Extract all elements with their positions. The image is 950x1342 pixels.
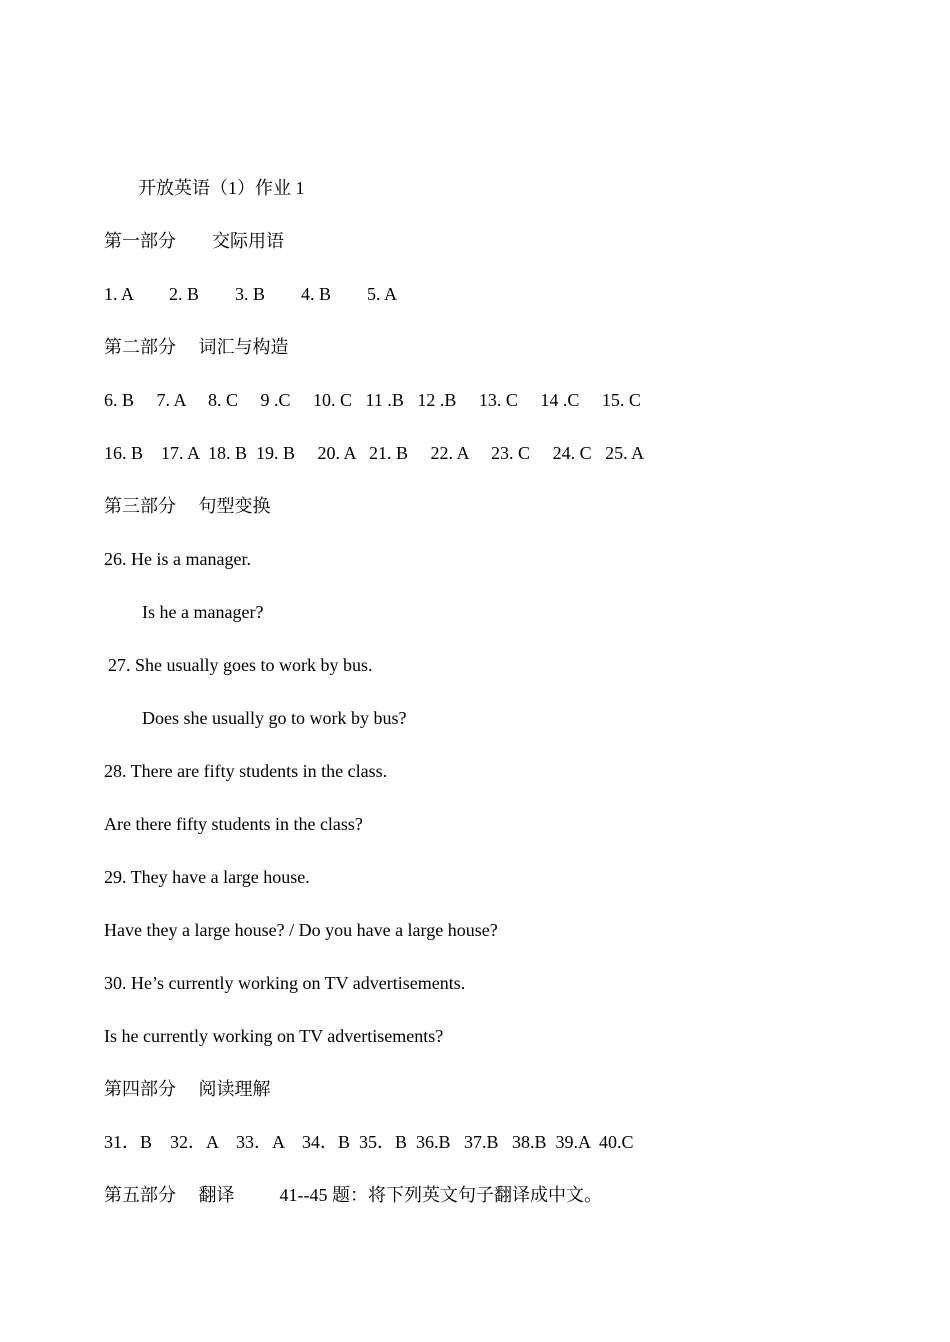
answer-27: Does she usually go to work by bus?	[142, 708, 407, 728]
question-30: 30. He’s currently working on TV advertisements.	[104, 973, 466, 993]
question-26: 26. He is a manager.	[104, 549, 251, 569]
answer-30: Is he currently working on TV advertisements?	[104, 1026, 444, 1046]
question-29: 29. They have a large house.	[104, 867, 310, 887]
answers-1-5: 1. A 2. B 3. B 4. B 5. A	[104, 284, 398, 304]
answer-26: Is he a manager?	[142, 602, 264, 622]
document-title: 开放英语（1）作业 1	[138, 178, 305, 198]
question-27: 27. She usually goes to work by bus.	[108, 655, 373, 675]
answers-6-15: 6. B 7. A 8. C 9 .C 10. C 11 .B 12 .B 13. C 14 .C 15. C	[104, 390, 641, 410]
part3-heading: 第三部分 句型变换	[104, 496, 271, 516]
answers-31-40: 31．B 32．A 33．A 34．B 35．B 36.B 37.B 38.B 39.A 40.C	[104, 1132, 634, 1152]
part2-heading: 第二部分 词汇与构造	[104, 337, 289, 357]
answers-16-25: 16. B 17. A 18. B 19. B 20. A 21. B 22. A 23. C 24. C 25. A	[104, 443, 645, 463]
question-28: 28. There are fifty students in the class.	[104, 761, 388, 781]
part5-heading: 第五部分 翻译 41--45 题：将下列英文句子翻译成中文。	[104, 1185, 602, 1205]
part1-heading: 第一部分 交际用语	[104, 231, 284, 251]
part4-heading: 第四部分 阅读理解	[104, 1079, 271, 1099]
answer-29: Have they a large house? / Do you have a large house?	[104, 920, 498, 940]
answer-28: Are there fifty students in the class?	[104, 814, 363, 834]
